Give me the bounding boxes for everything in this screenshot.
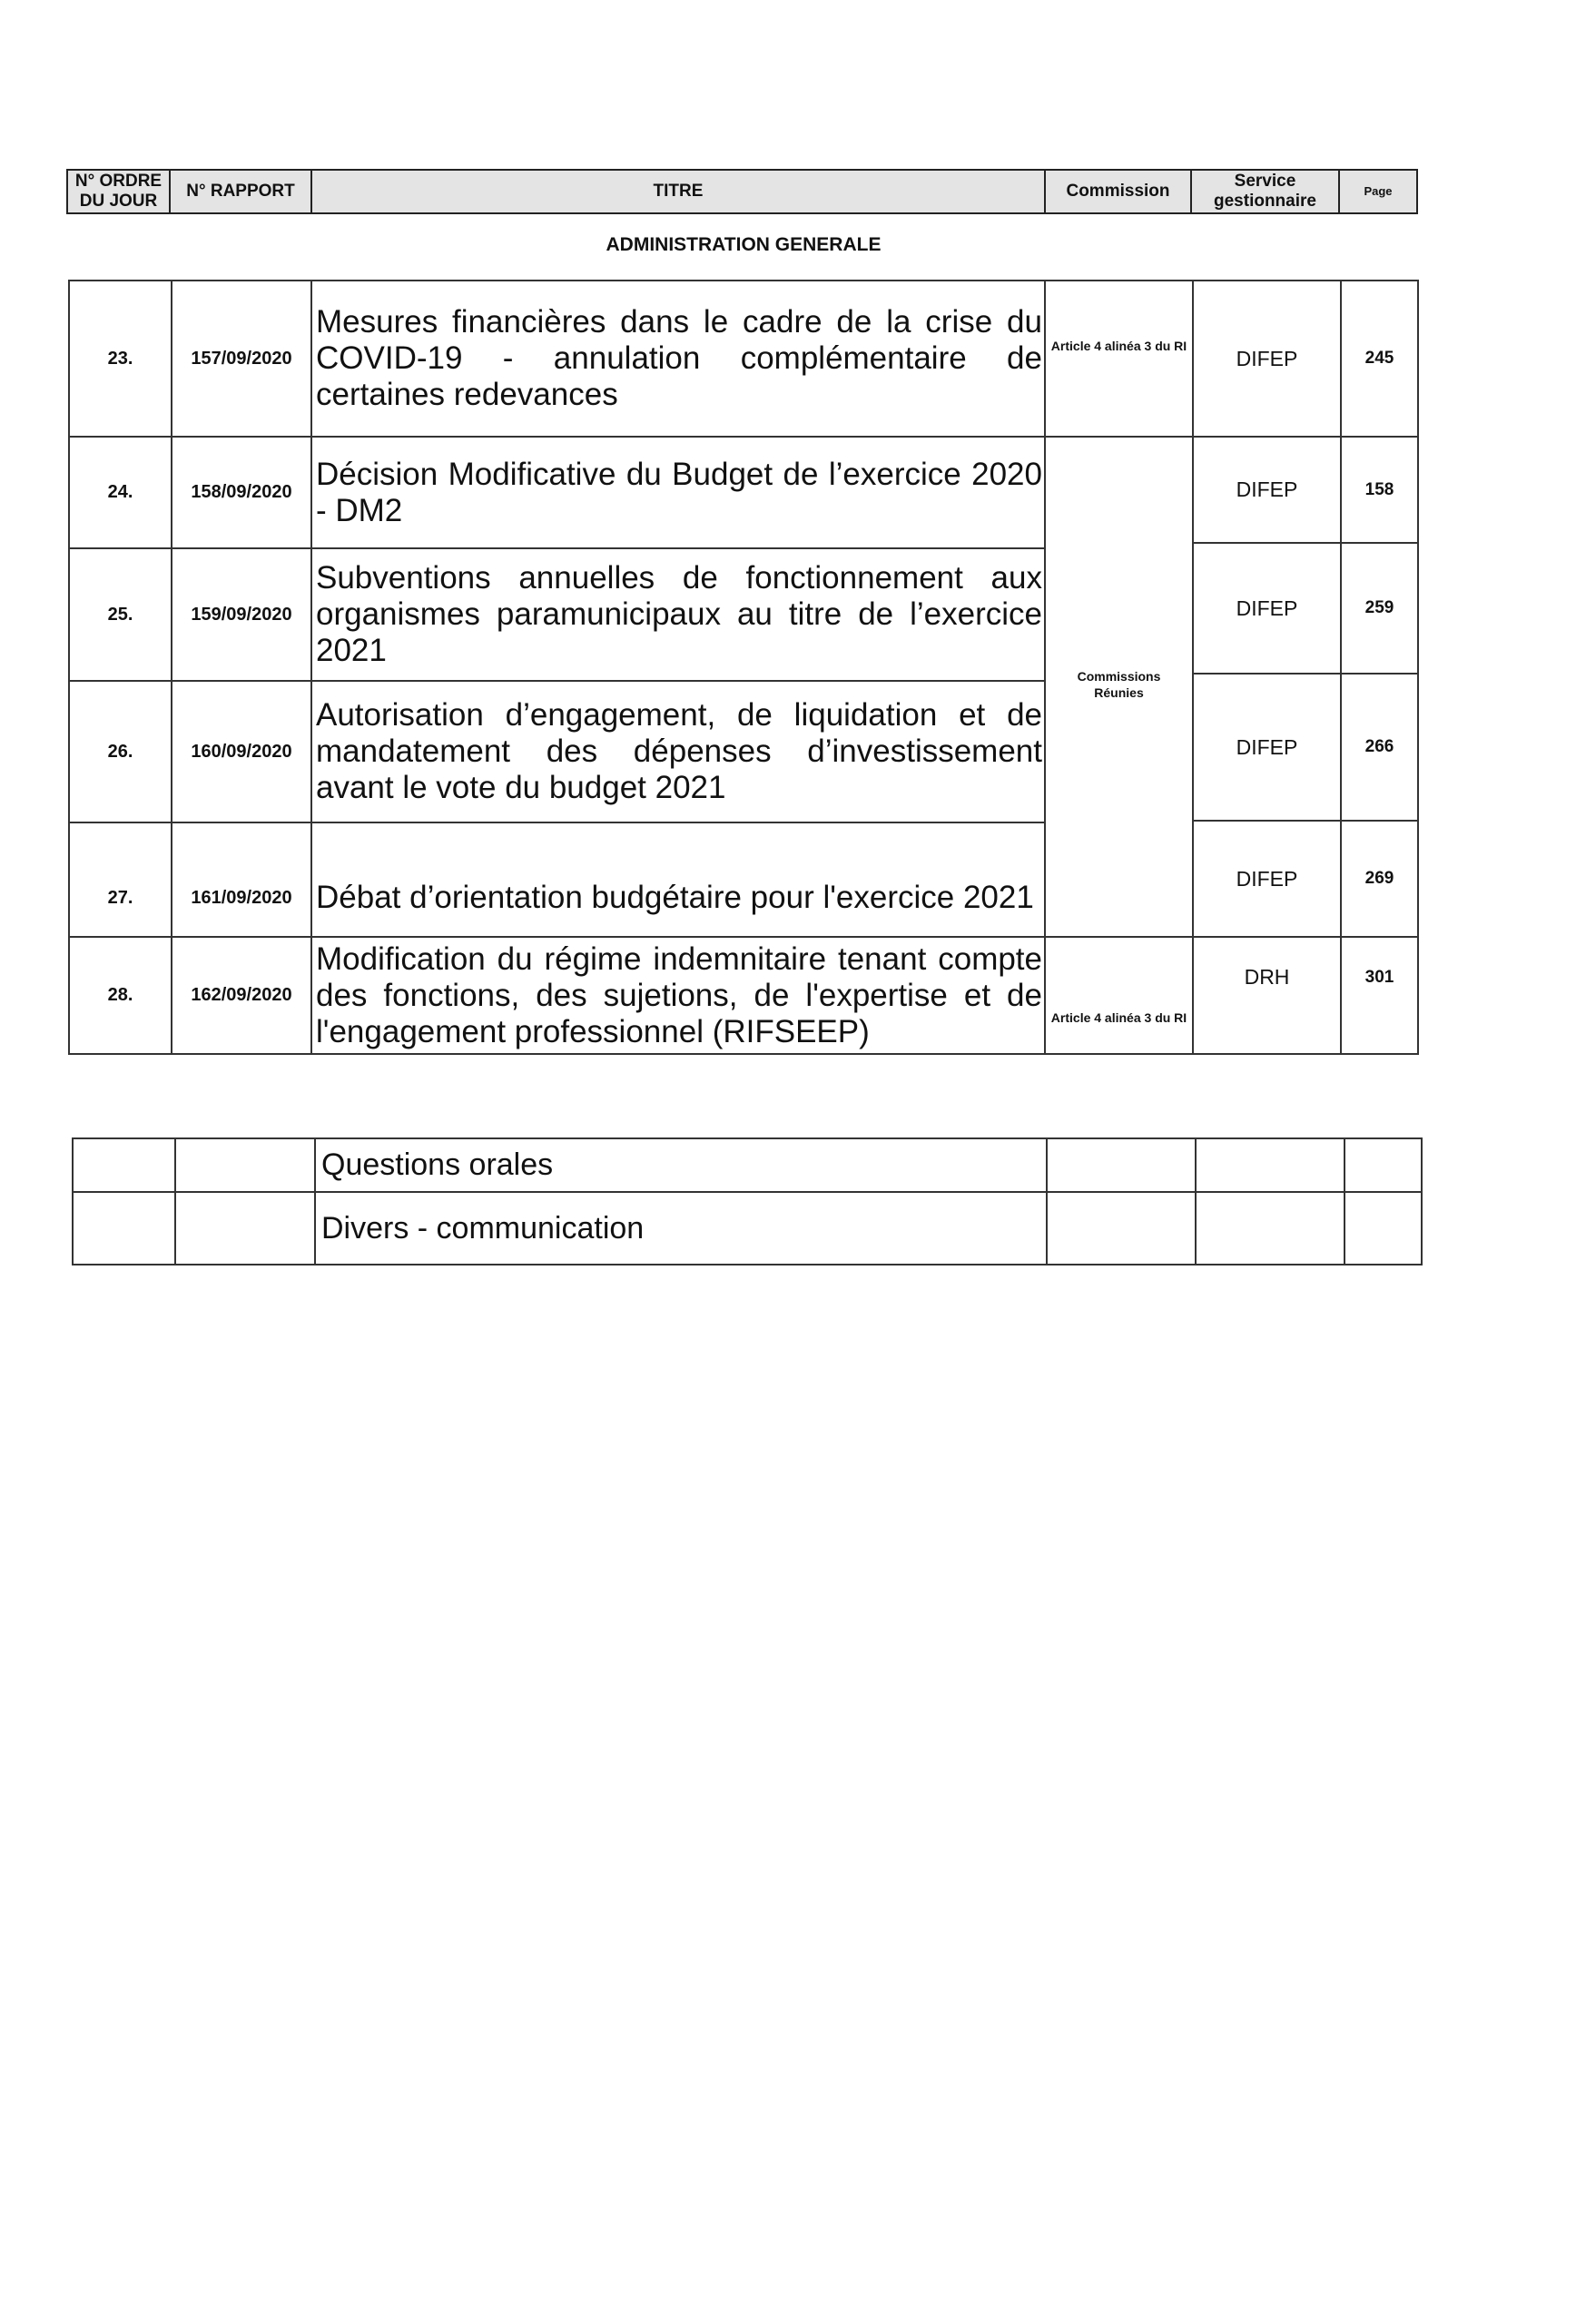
row-23-rapport: 157/09/2020 xyxy=(191,348,292,369)
row-24-rapport: 158/09/2020 xyxy=(191,482,292,502)
row-28-num: 28. xyxy=(107,985,133,1005)
row-25-titre: Subventions annuelles de fonctionnement aux organismes paramunicipaux au titre de l’exercice 2021 xyxy=(316,560,1042,668)
row-25-num: 25. xyxy=(107,604,133,625)
row-26-titre: Autorisation d’engagement, de liquidation et de mandatement des dépenses d’investissement avant le vote du budget 2021 xyxy=(316,697,1042,805)
row-26-service: DIFEP xyxy=(1236,734,1298,759)
row-24-page: 158 xyxy=(1364,479,1394,499)
row-23-titre: Mesures financières dans le cadre de la crise du COVID-19 - annulation complémentaire de certaines redevances xyxy=(316,304,1042,412)
row-28-service: DRH xyxy=(1244,965,1290,989)
row-27-num: 27. xyxy=(107,887,133,908)
row-27-page: 269 xyxy=(1364,869,1394,888)
row-23-page: 245 xyxy=(1364,349,1394,368)
header-page: Page xyxy=(1338,169,1418,214)
row-24-service: DIFEP xyxy=(1236,478,1298,501)
header-titre: TITRE xyxy=(310,169,1046,214)
row-25-rapport: 159/09/2020 xyxy=(191,604,292,625)
row-25-page: 259 xyxy=(1364,598,1394,617)
row-27-service: DIFEP xyxy=(1236,866,1298,891)
section-title: ADMINISTRATION GENERALE xyxy=(606,234,882,255)
commissions-reunies: Commissions Réunies xyxy=(1077,669,1161,700)
row-23-service: DIFEP xyxy=(1236,346,1298,370)
divers-communication: Divers - communication xyxy=(321,1210,645,1246)
row-24-titre: Décision Modificative du Budget de l’exercice 2020 - DM2 xyxy=(316,456,1042,528)
row-28-titre: Modification du régime indemnitaire tenant compte des fonctions, des sujetions, de l'expertise et de l'engagement professionnel (RIFSEEP) xyxy=(316,940,1042,1049)
header-ordre: N° ORDRE DU JOUR xyxy=(66,169,171,214)
row-28-page: 301 xyxy=(1364,967,1394,987)
row-28-commission: Article 4 alinéa 3 du RI xyxy=(1050,1010,1187,1025)
header-rapport: N° RAPPORT xyxy=(169,169,312,214)
row-27-rapport: 161/09/2020 xyxy=(191,887,292,908)
header-service: Service gestionnaire xyxy=(1190,169,1340,214)
row-24-num: 24. xyxy=(107,482,133,502)
row-28-rapport: 162/09/2020 xyxy=(191,985,292,1005)
row-23-num: 23. xyxy=(107,348,133,369)
row-26-rapport: 160/09/2020 xyxy=(191,741,292,762)
row-26-page: 266 xyxy=(1364,737,1394,756)
row-25-service: DIFEP xyxy=(1236,596,1298,620)
row-23-commission: Article 4 alinéa 3 du RI xyxy=(1050,339,1187,353)
row-26-num: 26. xyxy=(107,741,133,762)
questions-orales: Questions orales xyxy=(321,1147,554,1182)
row-27-titre: Débat d’orientation budgétaire pour l'exercice 2021 xyxy=(316,880,1034,915)
header-commission: Commission xyxy=(1044,169,1192,214)
